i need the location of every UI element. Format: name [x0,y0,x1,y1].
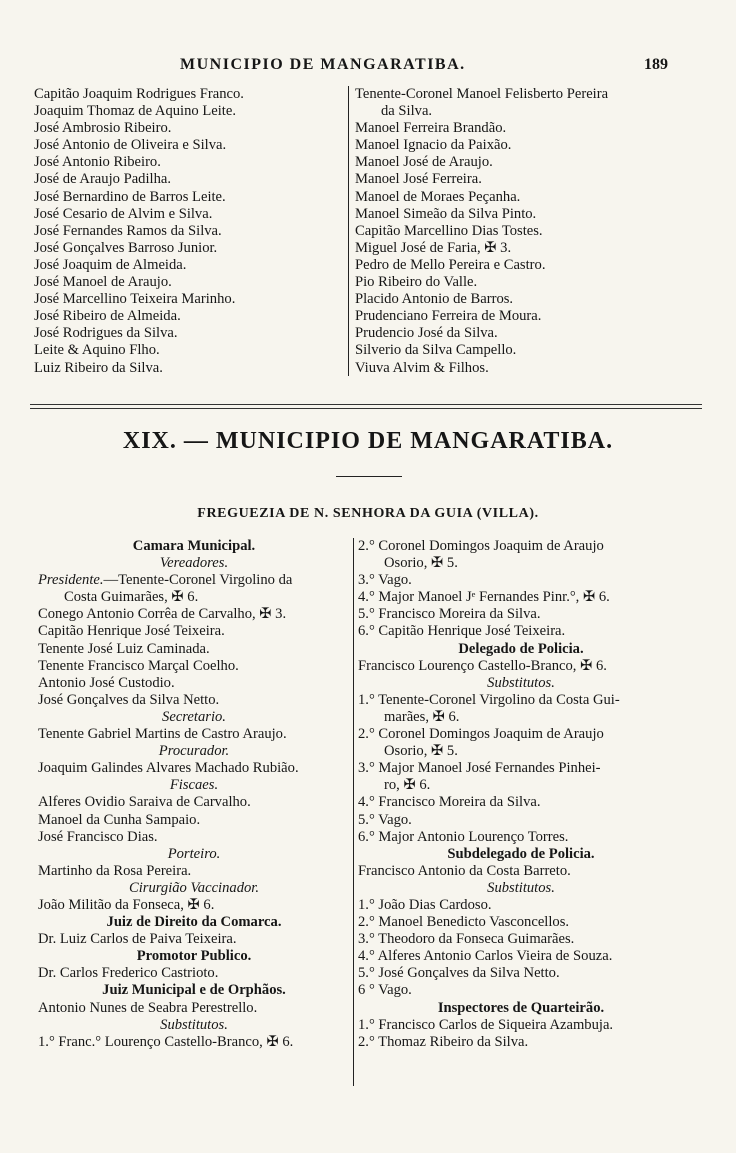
entry-text: Capitão Henrique José Teixeira. [38,623,225,640]
parish-title: FREGUEZIA DE N. SENHORA DA GUIA (VILLA). [197,506,539,521]
entry-text: 6 ° Vago. [358,982,412,999]
list-item [38,623,350,640]
entry-text: Juiz Municipal e de Orphãos. [102,982,286,999]
entry-text: Subdelegado de Policia. [447,845,595,862]
bottom-left-column [38,538,350,1051]
list-item [38,794,350,811]
entry-text: 5.° José Gonçalves da Silva Netto. [358,965,560,982]
list-item [358,726,684,743]
page-number: 189 [644,56,668,73]
list-item [38,641,350,658]
entry-text: 1.° Francisco Carlos de Siqueira Azambuja. [358,1016,614,1033]
list-item [38,606,350,623]
entry-text: Costa Guimarães, ✠ 6. [64,589,199,606]
entry-text: Prudencio José da Silva. [355,325,498,342]
entry-text: Leite & Aquino Flho. [34,342,160,359]
list-item [358,589,684,606]
list-item [34,86,339,103]
entry-text: José Gonçalves Barroso Junior. [34,239,218,256]
list-item [355,154,675,171]
section-heading [358,846,684,863]
list-item [358,812,684,829]
entry-text: 2.° Manoel Benedicto Vasconcellos. [358,914,570,931]
list-item [355,308,675,325]
list-item [358,794,684,811]
list-item [38,726,350,743]
list-item [358,1034,684,1051]
entry-text: Manoel Ignacio da Paixão. [355,137,512,154]
list-item [358,965,684,982]
entry-text: Miguel José de Faria, ✠ 3. [355,239,512,256]
entry-text: Capitão Marcellino Dias Tostes. [355,222,543,239]
role-heading [358,880,684,897]
entry-text: 4.° Alferes Antonio Carlos Vieira de Souza. [358,948,613,965]
list-item [38,658,350,675]
list-item [358,606,684,623]
entry-text: Antonio Nunes de Seabra Perestrello. [38,999,258,1016]
list-item [34,154,339,171]
entry-text: Porteiro. [167,845,221,862]
list-item [358,948,684,965]
entry-text: Cirurgião Vaccinador. [129,879,259,896]
list-item [38,812,350,829]
entry-text: Conego Antonio Corrêa de Carvalho, ✠ 3. [38,606,287,623]
top-right-column [355,86,675,377]
list-item [355,189,675,206]
running-title: MUNICIPIO DE MANGARATIBA. [180,56,466,73]
entry-text: José Gonçalves da Silva Netto. [38,691,220,708]
list-item [38,692,350,709]
entry-text: Tenente-Coronel Manoel Felisberto Pereira [355,86,609,102]
column-divider [348,86,349,376]
entry-text: Tenente José Luiz Caminada. [38,640,210,657]
list-item [358,863,684,880]
list-item [355,274,675,291]
entry-text: José Fernandes Ramos da Silva. [34,222,222,239]
entry-text: Substitutos. [487,879,555,896]
list-item [355,171,675,188]
entry-text: Procurador. [158,743,230,760]
entry-text: 3.° Theodoro da Fonseca Guimarães. [358,931,575,948]
list-item [358,914,684,931]
entry-text: José Rodrigues da Silva. [34,325,178,342]
list-item [38,675,350,692]
entry-text: Delegado de Policia. [458,640,584,657]
role-heading [38,743,350,760]
entry-text: José Bernardino de Barros Leite. [34,188,226,205]
section-rule [30,408,702,409]
entry-text: marães, ✠ 6. [384,708,460,725]
top-left-column [34,86,339,377]
list-item [355,137,675,154]
entry-text: Osorio, ✠ 5. [384,743,458,760]
entry-text: Promotor Publico. [136,948,252,965]
list-item [358,829,684,846]
entry-text: 1.° João Dias Cardoso. [358,896,492,913]
entry-text: Manoel José Ferreira. [355,171,482,188]
entry-text: Dr. Carlos Frederico Castrioto. [38,965,219,982]
list-item [358,623,684,640]
list-item [38,863,350,880]
list-item [358,760,684,777]
entry-text: 2.° Thomaz Ribeiro da Silva. [358,1033,529,1050]
column-divider [353,538,354,1086]
entry-text: Juiz de Direito da Comarca. [106,914,282,931]
entry-text: 2.° Coronel Domingos Joaquim de Araujo [358,726,604,743]
entry-text: Substitutos. [487,674,555,691]
entry-text: 5.° Francisco Moreira da Silva. [358,606,541,623]
list-item [34,137,339,154]
entry-text: Prudenciano Ferreira de Moura. [355,308,542,325]
list-item [34,308,339,325]
bottom-right-column [358,538,684,1051]
list-item [358,982,684,999]
list-item [34,240,339,257]
list-item [34,274,339,291]
entry-text: 6.° Capitão Henrique José Teixeira. [358,623,566,640]
list-item [355,86,675,103]
entry-text: Tenente Gabriel Martins de Castro Araujo. [38,726,287,743]
entry-text: —Tenente-Coronel Virgolino da [103,572,293,589]
list-item [355,257,675,274]
entry-text: ro, ✠ 6. [384,777,431,794]
entry-text: Camara Municipal. [132,538,256,554]
list-item [34,223,339,240]
entry-text: Substitutos. [160,1016,228,1033]
entry-text: Pio Ribeiro do Valle. [355,274,478,291]
entry-text: 6.° Major Antonio Lourenço Torres. [358,828,569,845]
list-item [34,360,339,377]
entry-text: José Cesario de Alvim e Silva. [34,205,213,222]
entry-text: 1.° Franc.° Lourenço Castello-Branco, ✠ 6. [38,1033,294,1050]
entry-text: Francisco Antonio da Costa Barreto. [358,862,571,879]
entry-text: Antonio José Custodio. [38,674,175,691]
role-label: Presidente. [38,572,104,589]
list-item [34,206,339,223]
entry-text: Manoel Simeão da Silva Pinto. [355,205,537,222]
list-item [358,658,684,675]
list-item [355,240,675,257]
role-heading [38,555,350,572]
list-item [358,777,684,794]
entry-text: Viuva Alvim & Filhos. [355,359,489,376]
entry-text: José Francisco Dias. [38,828,158,845]
entry-text: 2.° Coronel Domingos Joaquim de Araujo [358,538,604,554]
list-item [355,325,675,342]
entry-text: 1.° Tenente-Coronel Virgolino da Costa Gui- [358,691,620,708]
entry-text: Francisco Lourenço Castello-Branco, ✠ 6. [358,657,607,674]
entry-text: 3.° Vago. [358,572,412,589]
entry-text: Martinho da Rosa Pereira. [38,862,192,879]
entry-text: Luiz Ribeiro da Silva. [34,359,163,376]
entry-text: Inspectores de Quarteirão. [437,999,605,1016]
role-heading [358,675,684,692]
list-item [38,1000,350,1017]
list-item [34,342,339,359]
list-item [34,291,339,308]
entry-text: Tenente Francisco Marçal Coelho. [38,657,239,674]
chapter-title: XIX. — MUNICIPIO DE MANGARATIBA. [122,428,614,454]
entry-text: José Antonio de Oliveira e Silva. [34,137,227,154]
entry-text: Pedro de Mello Pereira e Castro. [355,256,546,273]
list-item [34,189,339,206]
role-heading [38,777,350,794]
list-item [355,291,675,308]
running-header [34,56,668,78]
list-item [38,897,350,914]
section-rule [30,404,702,405]
entry-text: Joaquim Galindes Alvares Machado Rubião. [38,760,299,777]
entry-text: da Silva. [381,103,433,120]
entry-text: Fiscaes. [169,777,219,794]
entry-text: José Ribeiro de Almeida. [34,308,181,325]
entry-text: Placido Antonio de Barros. [355,291,514,308]
list-item [34,171,339,188]
entry-text: Manoel de Moraes Peçanha. [355,188,521,205]
entry-text: 3.° Major Manoel José Fernandes Pinhei- [358,760,601,777]
list-item [355,103,675,120]
list-item [38,1034,350,1051]
entry-text: 4.° Francisco Moreira da Silva. [358,794,541,811]
list-item [358,709,684,726]
list-item [358,572,684,589]
list-item [38,760,350,777]
list-item [355,206,675,223]
entry-text: José Joaquim de Almeida. [34,256,187,273]
list-item [38,931,350,948]
entry-text: Manoel da Cunha Sampaio. [38,811,201,828]
section-heading [358,1000,684,1017]
list-item [358,1017,684,1034]
list-item [38,589,350,606]
entry-text: José Manoel de Araujo. [34,274,172,291]
section-heading [38,914,350,931]
role-heading [38,846,350,863]
entry-text: 5.° Vago. [358,811,412,828]
role-heading [38,880,350,897]
entry-text: João Militão da Fonseca, ✠ 6. [38,896,215,913]
entry-text: Osorio, ✠ 5. [384,555,458,572]
section-heading [38,982,350,999]
entry-text: Vereadores. [159,555,229,572]
entry-text: Capitão Joaquim Rodrigues Franco. [34,86,244,102]
list-item [358,692,684,709]
title-rule [336,476,402,477]
list-item [34,257,339,274]
entry-text: Dr. Luiz Carlos de Paiva Teixeira. [38,931,237,948]
list-item [355,342,675,359]
list-item [38,829,350,846]
list-item [358,555,684,572]
list-item [34,120,339,137]
entry-text: José de Araujo Padilha. [34,171,171,188]
entry-text: Manoel Ferreira Brandão. [355,120,507,137]
section-heading [38,948,350,965]
entry-text: Silverio da Silva Campello. [355,342,517,359]
role-heading [38,1017,350,1034]
list-item [358,897,684,914]
list-item [358,743,684,760]
entry-text: José Ambrosio Ribeiro. [34,120,172,137]
list-item [358,538,684,555]
entry-text: Manoel José de Araujo. [355,154,493,171]
list-item [38,572,350,589]
entry-text: Alferes Ovidio Saraiva de Carvalho. [38,794,251,811]
role-heading [38,709,350,726]
list-item [355,360,675,377]
list-item [34,103,339,120]
list-item [34,325,339,342]
list-item [358,931,684,948]
entry-text: Joaquim Thomaz de Aquino Leite. [34,103,236,120]
entry-text: Secretario. [162,708,226,725]
section-heading [358,641,684,658]
list-item [38,965,350,982]
list-item [355,223,675,240]
entry-text: José Marcellino Teixeira Marinho. [34,291,236,308]
entry-text: José Antonio Ribeiro. [34,154,161,171]
list-item [355,120,675,137]
section-heading [38,538,350,555]
entry-text: 4.° Major Manoel Jᵉ Fernandes Pinr.°, ✠ 6. [358,589,610,606]
